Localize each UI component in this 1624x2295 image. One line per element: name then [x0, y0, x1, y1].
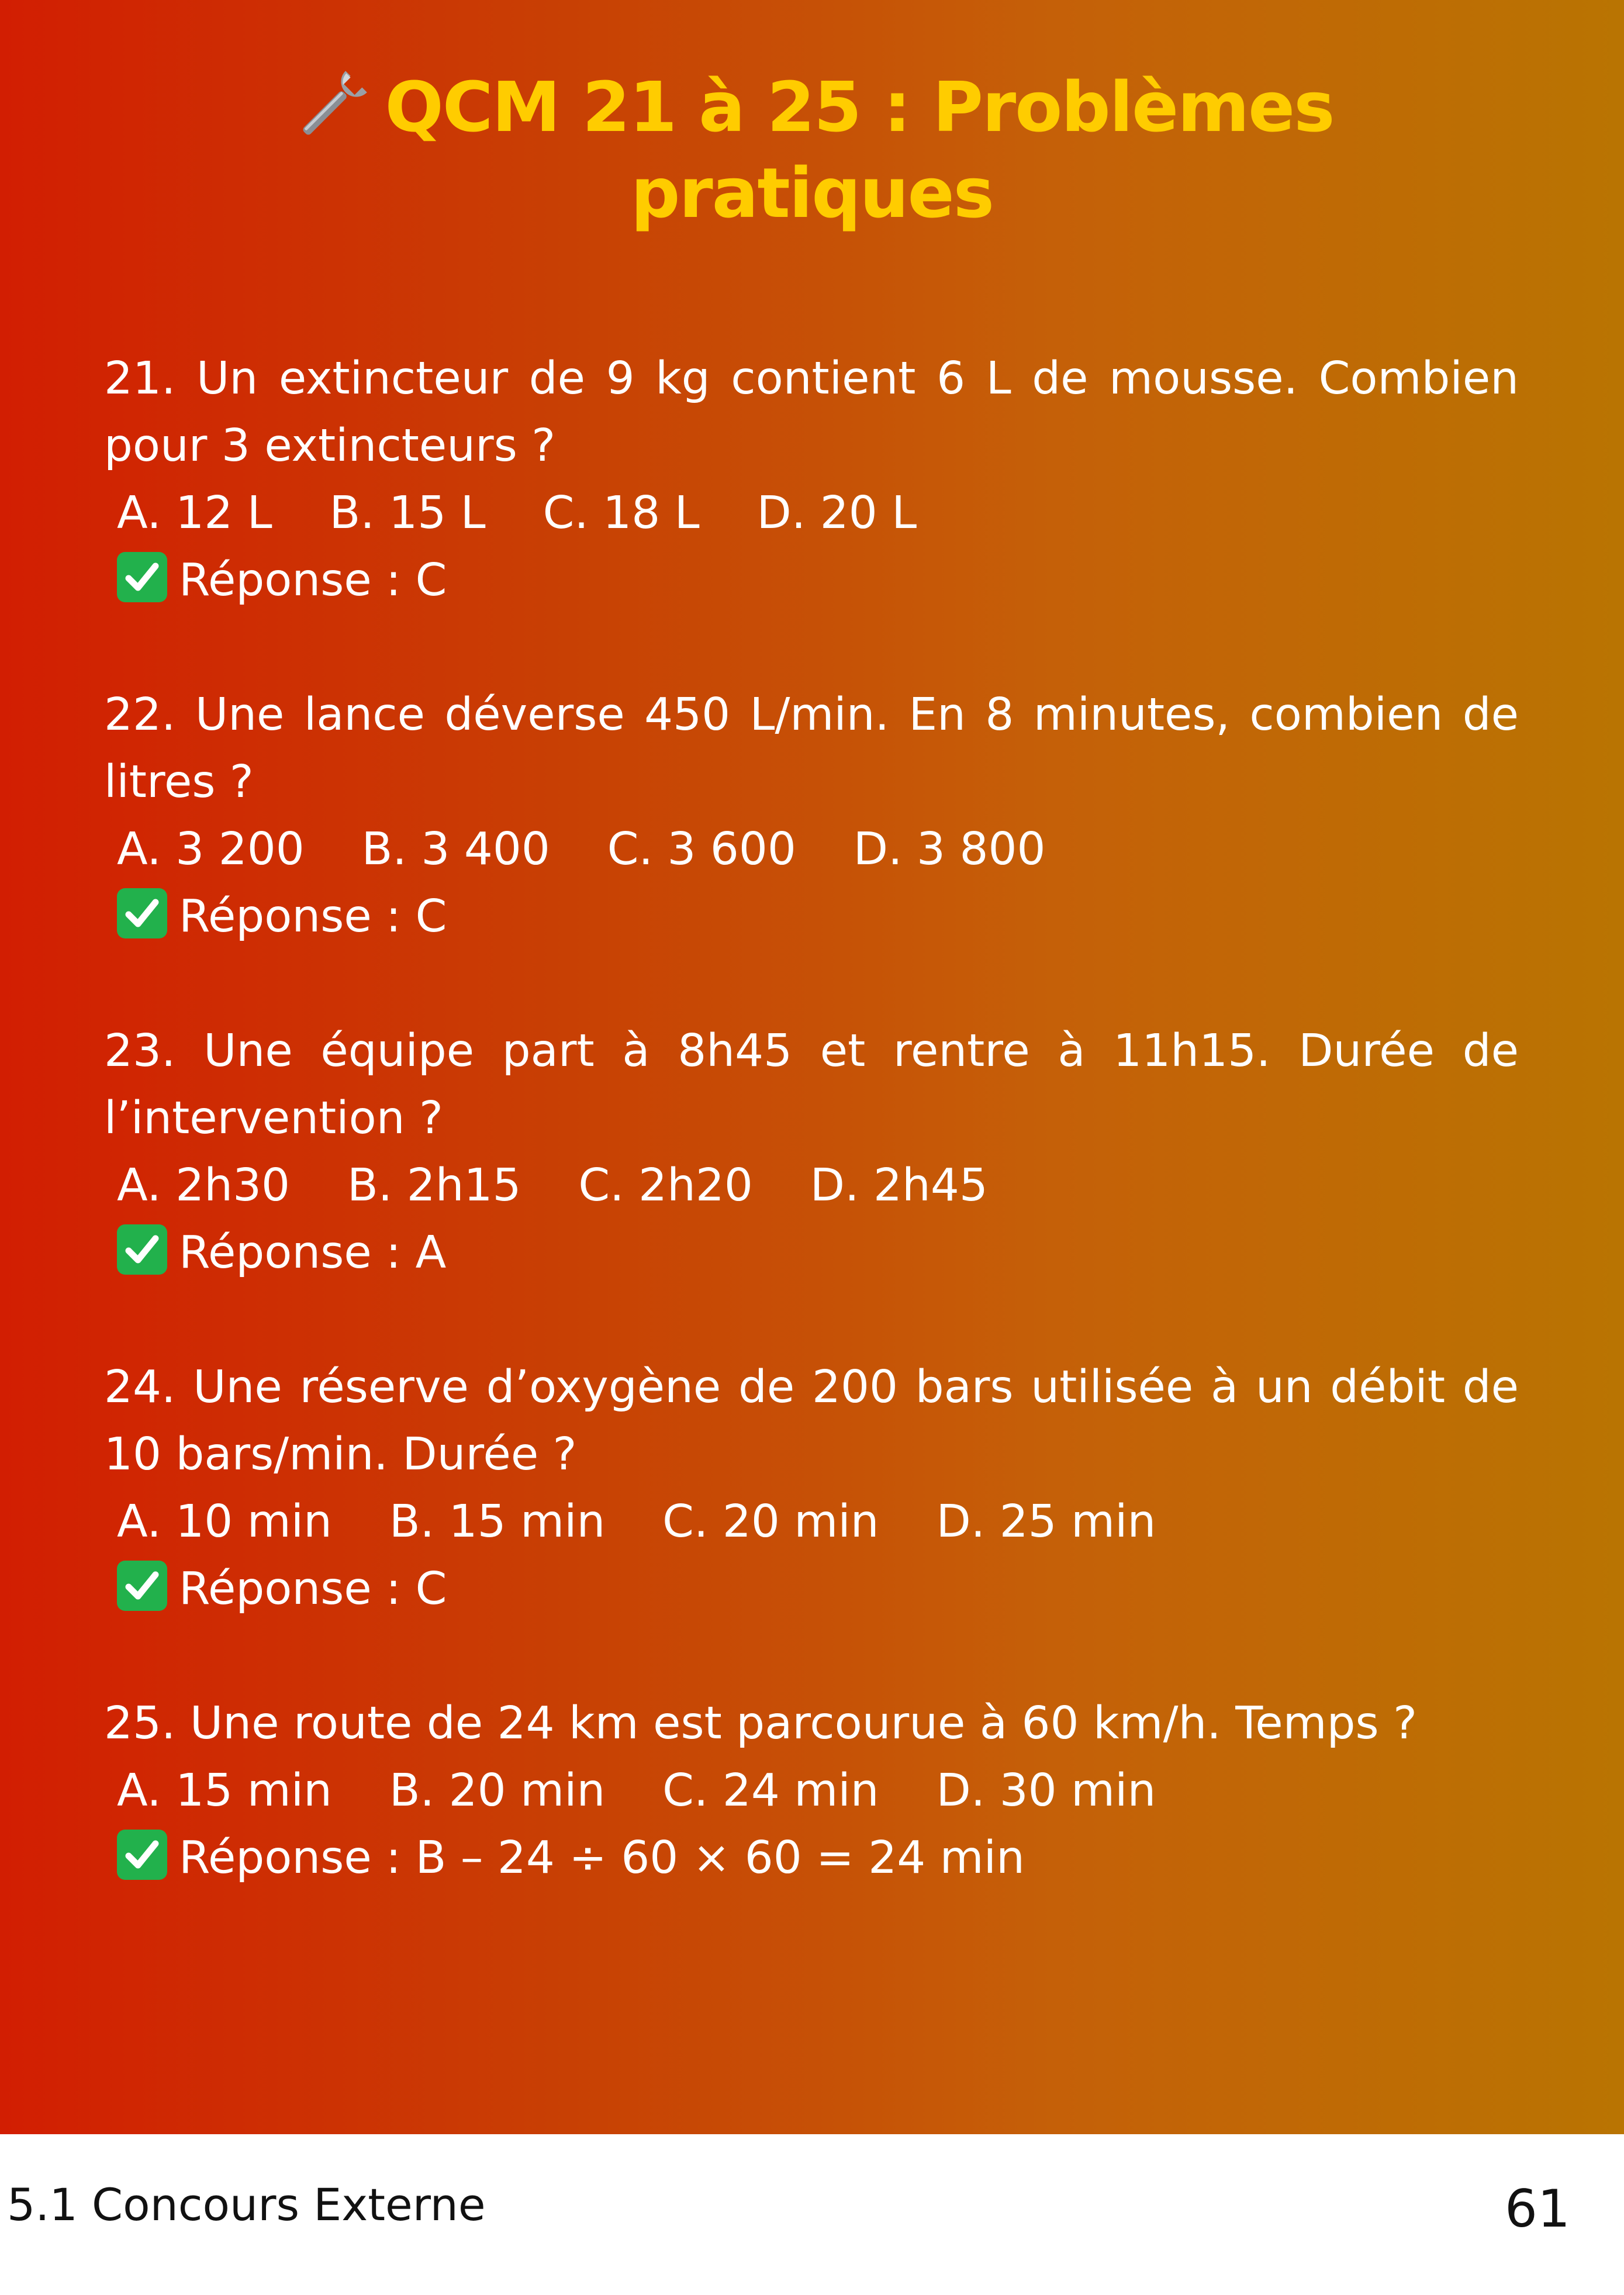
question-25 [104, 1690, 1519, 1892]
page-number: 61 [1505, 2179, 1570, 2239]
answer-options: A. 15 min B. 20 min C. 24 min D. 30 min [117, 1765, 1156, 1817]
check-mark-icon [117, 888, 167, 938]
footer-section-label: 5.1 Concours Externe [7, 2179, 486, 2231]
question-24 [104, 1354, 1519, 1623]
question-text: 22. Une lance déverse 450 L/min. En 8 minutes, combien de litres ? [104, 689, 1519, 808]
answer-text: Réponse : B – 24 ÷ 60 × 60 = 24 min [179, 1832, 1025, 1884]
question-23 [104, 1017, 1519, 1286]
answer-text: Réponse : C [179, 554, 447, 606]
answer-line [104, 883, 1519, 950]
answer-line [104, 1219, 1519, 1286]
answer-text: Réponse : C [179, 1563, 447, 1615]
question-text: 25. Une route de 24 km est parcourue à 60 km/h. Temps ? [104, 1697, 1417, 1749]
question-22 [104, 681, 1519, 950]
check-mark-icon [117, 1830, 167, 1880]
question-text: 24. Une réserve d’oxygène de 200 bars utilisée à un débit de 10 bars/min. Durée ? [104, 1361, 1519, 1480]
answer-line [104, 1555, 1519, 1623]
check-mark-icon [117, 1224, 167, 1275]
answer-text: Réponse : A [179, 1227, 447, 1279]
answer-options: A. 3 200 B. 3 400 C. 3 600 D. 3 800 [117, 823, 1046, 875]
question-text: 21. Un extincteur de 9 kg contient 6 L de mousse. Combien pour 3 extincteurs ? [104, 353, 1519, 472]
title-line-2: pratiques [631, 152, 993, 233]
title-line-1 [0, 67, 1624, 153]
check-mark-icon [117, 1561, 167, 1611]
wrench-icon [291, 65, 372, 147]
answer-options: A. 2h30 B. 2h15 C. 2h20 D. 2h45 [117, 1159, 988, 1212]
answer-text: Réponse : C [179, 891, 447, 943]
answer-line [104, 547, 1519, 614]
answer-options: A. 10 min B. 15 min C. 20 min D. 25 min [117, 1496, 1156, 1548]
question-text: 23. Une équipe part à 8h45 et rentre à 11h15. Durée de l’intervention ? [104, 1025, 1519, 1144]
question-list [104, 345, 1519, 1959]
question-21 [104, 345, 1519, 614]
answer-line [104, 1824, 1519, 1892]
title-text-line-1: QCM 21 à 25 : Problèmes [385, 67, 1334, 147]
answer-options: A. 12 L B. 15 L C. 18 L D. 20 L [117, 487, 917, 539]
page-title [0, 67, 1624, 233]
check-mark-icon [117, 552, 167, 602]
